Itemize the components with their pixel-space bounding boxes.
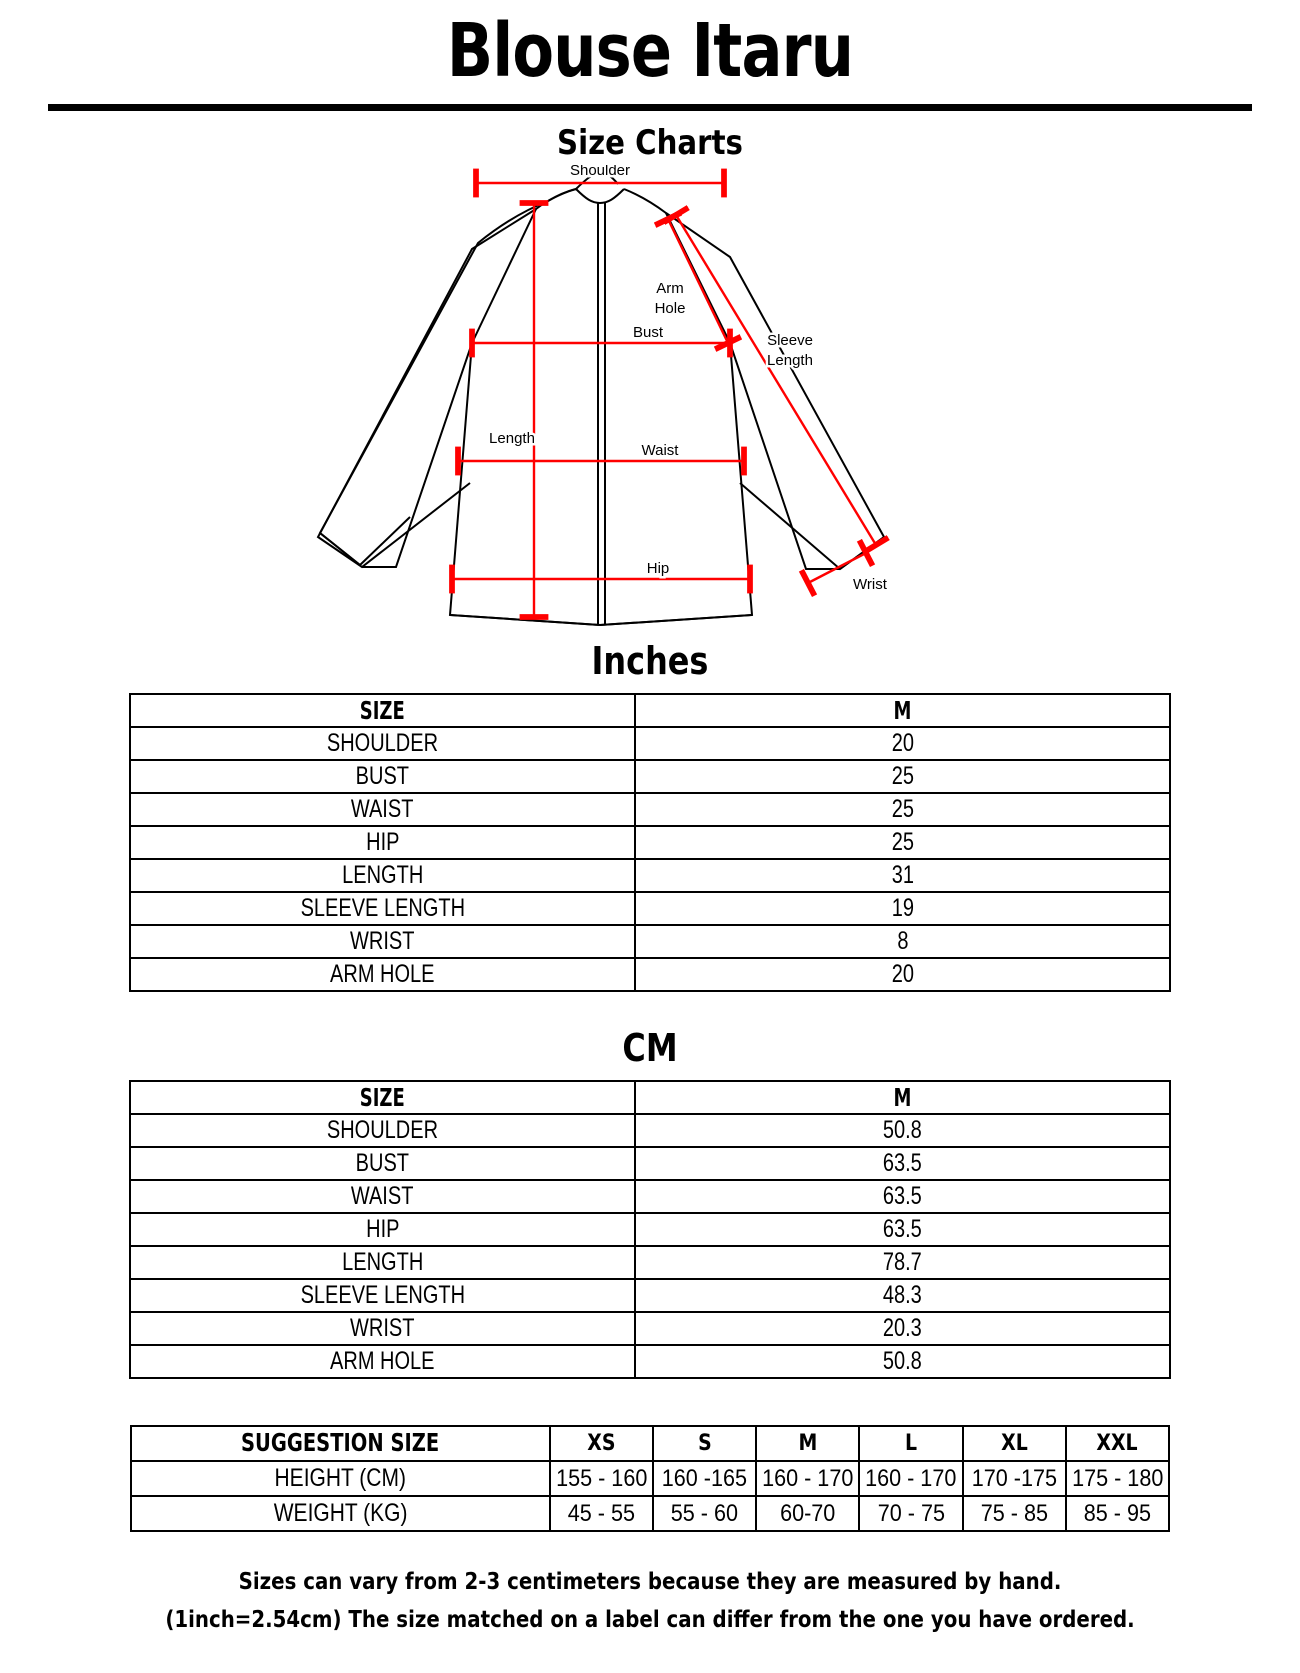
- height-m: 160 - 170: [756, 1461, 859, 1496]
- arm-hole-label-line1: Arm: [656, 280, 684, 297]
- weight-xl: 75 - 85: [963, 1496, 1066, 1531]
- row-value-m: 20.3: [635, 1312, 1170, 1345]
- hip-label: Hip: [646, 560, 670, 577]
- table-row: [130, 1279, 1170, 1312]
- table-row: [130, 1114, 1170, 1147]
- table-row: [130, 727, 1170, 760]
- sleeve-length-label-line1: Sleeve: [767, 332, 813, 349]
- row-value-m: 25: [635, 826, 1170, 859]
- size-header-m: M: [756, 1426, 859, 1461]
- page-title: Blouse Itaru: [446, 8, 854, 94]
- row-value-m: 50.8: [635, 1114, 1170, 1147]
- row-label: HIP: [130, 826, 635, 859]
- table-row: [130, 958, 1170, 991]
- row-label: ARM HOLE: [130, 958, 635, 991]
- row-label: BUST: [130, 760, 635, 793]
- disclaimer-notes: [0, 1566, 1300, 1636]
- table-row: [130, 760, 1170, 793]
- suggestion-header-row: [131, 1426, 1169, 1461]
- row-value-m: 19: [635, 892, 1170, 925]
- table-row: [130, 892, 1170, 925]
- note-line-1: Sizes can vary from 2-3 centimeters because they are measured by hand.: [238, 1569, 1062, 1595]
- weight-l: 70 - 75: [859, 1496, 962, 1531]
- weight-xs: 45 - 55: [550, 1496, 653, 1531]
- table-row: [130, 1246, 1170, 1279]
- inches-size-table: [129, 693, 1171, 992]
- table-header-row: [130, 1081, 1170, 1114]
- row-label: LENGTH: [130, 1246, 635, 1279]
- row-label: WRIST: [130, 1312, 635, 1345]
- weight-s: 55 - 60: [653, 1496, 756, 1531]
- table-row: [130, 826, 1170, 859]
- table-row: [130, 1312, 1170, 1345]
- row-value-m: 63.5: [635, 1213, 1170, 1246]
- row-label: WRIST: [130, 925, 635, 958]
- size-header-xs: XS: [550, 1426, 653, 1461]
- shoulder-label: Shoulder: [569, 165, 631, 179]
- table-row: [130, 925, 1170, 958]
- row-label: WAIST: [130, 793, 635, 826]
- measurement-lines: [452, 183, 876, 617]
- sleeve-length-label-line2: Length: [767, 352, 813, 369]
- row-label: SLEEVE LENGTH: [130, 1279, 635, 1312]
- length-label: Length: [489, 430, 535, 447]
- suggestion-row-height: [131, 1461, 1169, 1496]
- garment-diagram-svg: [300, 165, 1000, 635]
- height-xl: 170 -175: [963, 1461, 1066, 1496]
- height-s: 160 -165: [653, 1461, 756, 1496]
- header-cell-size: SIZE: [130, 694, 635, 727]
- height-xxl: 175 - 180: [1066, 1461, 1169, 1496]
- row-label: WEIGHT (KG): [131, 1496, 550, 1531]
- spacer: [0, 992, 1300, 1022]
- header-cell-m: M: [635, 1081, 1170, 1114]
- row-label: SHOULDER: [130, 1114, 635, 1147]
- garment-measurement-diagram: [0, 165, 1300, 635]
- weight-xxl: 85 - 95: [1066, 1496, 1169, 1531]
- row-value-m: 31: [635, 859, 1170, 892]
- weight-m: 60-70: [756, 1496, 859, 1531]
- row-label: ARM HOLE: [130, 1345, 635, 1378]
- inches-heading: Inches: [591, 639, 709, 683]
- spacer: [0, 1379, 1300, 1425]
- wrist-label: Wrist: [853, 576, 887, 593]
- row-value-m: 63.5: [635, 1180, 1170, 1213]
- note-line-2: (1inch=2.54cm) The size matched on a label can differ from the one you have ordered.: [165, 1607, 1135, 1633]
- size-header-s: S: [653, 1426, 756, 1461]
- bust-label: Bust: [632, 324, 664, 341]
- row-value-m: 48.3: [635, 1279, 1170, 1312]
- table-row: [130, 1213, 1170, 1246]
- suggestion-row-weight: [131, 1496, 1169, 1531]
- waist-label: Waist: [641, 442, 679, 459]
- sleeve-length-measure-line: [676, 215, 876, 545]
- arm-hole-label-line2: Hole: [654, 300, 686, 317]
- section-title: Size Charts: [557, 123, 743, 163]
- size-header-xl: XL: [963, 1426, 1066, 1461]
- row-value-m: 25: [635, 760, 1170, 793]
- row-value-m: 50.8: [635, 1345, 1170, 1378]
- cm-heading: CM: [622, 1026, 678, 1070]
- garment-outline: [318, 171, 884, 625]
- row-label: SLEEVE LENGTH: [130, 892, 635, 925]
- suggestion-size-table: [130, 1425, 1170, 1532]
- table-row: [130, 1180, 1170, 1213]
- table-row: [130, 1345, 1170, 1378]
- cm-size-table: [129, 1080, 1171, 1379]
- row-label: LENGTH: [130, 859, 635, 892]
- suggestion-corner-label: SUGGESTION SIZE: [131, 1426, 550, 1461]
- row-value-m: 20: [635, 727, 1170, 760]
- row-label: SHOULDER: [130, 727, 635, 760]
- height-xs: 155 - 160: [550, 1461, 653, 1496]
- table-row: [130, 859, 1170, 892]
- row-label: HIP: [130, 1213, 635, 1246]
- height-l: 160 - 170: [859, 1461, 962, 1496]
- row-value-m: 25: [635, 793, 1170, 826]
- row-value-m: 78.7: [635, 1246, 1170, 1279]
- size-header-xxl: XXL: [1066, 1426, 1169, 1461]
- size-header-l: L: [859, 1426, 962, 1461]
- row-value-m: 63.5: [635, 1147, 1170, 1180]
- row-label: BUST: [130, 1147, 635, 1180]
- header-cell-m: M: [635, 694, 1170, 727]
- title-divider: [48, 104, 1252, 111]
- row-value-m: 8: [635, 925, 1170, 958]
- table-row: [130, 793, 1170, 826]
- row-label: HEIGHT (CM): [131, 1461, 550, 1496]
- row-label: WAIST: [130, 1180, 635, 1213]
- header-cell-size: SIZE: [130, 1081, 635, 1114]
- row-value-m: 20: [635, 958, 1170, 991]
- table-header-row: [130, 694, 1170, 727]
- table-row: [130, 1147, 1170, 1180]
